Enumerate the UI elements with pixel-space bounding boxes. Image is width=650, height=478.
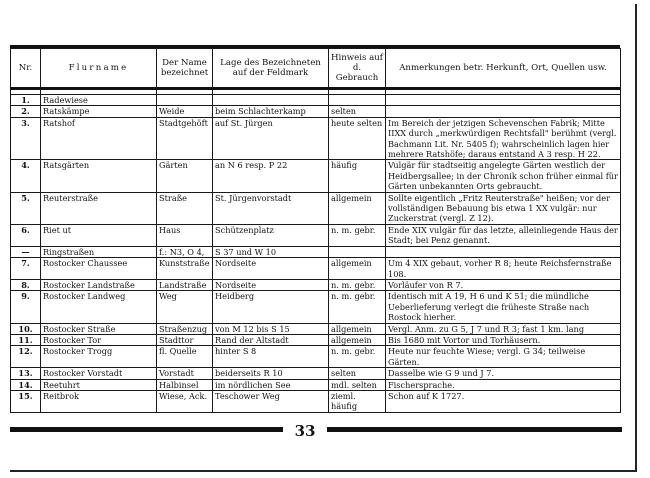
table-row bbox=[11, 390, 621, 412]
row-flurname: Radewiese bbox=[41, 95, 157, 106]
row-anmerkungen: Ende XIX vulgär für das letzte, alleinliegende Haus der Stadt; bei Penz genannt. bbox=[386, 224, 621, 246]
header-bezeichnung: Der Name bezeichnet bbox=[157, 49, 213, 89]
row-anmerkungen: Fischersprache. bbox=[386, 379, 621, 390]
row-anmerkungen bbox=[386, 106, 621, 117]
row-number: 4. bbox=[11, 160, 41, 192]
row-flurname: Ratsgärten bbox=[41, 160, 157, 192]
row-flurname: Rostocker Landweg bbox=[41, 291, 157, 323]
row-flurname: Rostocker Chaussee bbox=[41, 258, 157, 280]
row-anmerkungen: Schon auf K 1727. bbox=[386, 390, 621, 412]
field-names-table bbox=[10, 48, 621, 413]
header-anmerkungen: Anmerkungen betr. Herkunft, Ort, Quellen usw. bbox=[386, 49, 621, 89]
row-lage: St. Jürgenvorstadt bbox=[213, 192, 329, 224]
row-hinweis: selten bbox=[329, 368, 386, 379]
row-lage: im nördlichen See bbox=[213, 379, 329, 390]
table-header-row bbox=[11, 49, 621, 89]
row-number: 7. bbox=[11, 258, 41, 280]
row-flurname: Ratshof bbox=[41, 117, 157, 160]
row-flurname: Reitbrok bbox=[41, 390, 157, 412]
table-row bbox=[11, 279, 621, 290]
header-lage: Lage des Bezeichneten auf der Feldmark bbox=[213, 49, 329, 89]
row-number: 8. bbox=[11, 279, 41, 290]
row-bezeichnet: f.: N3, O 4, bbox=[157, 246, 213, 257]
row-flurname: Rostocker Landstraße bbox=[41, 279, 157, 290]
row-hinweis: allgemein bbox=[329, 334, 386, 345]
row-anmerkungen: Dasselbe wie G 9 und J 7. bbox=[386, 368, 621, 379]
page-number: 33 bbox=[283, 422, 327, 440]
row-bezeichnet bbox=[157, 95, 213, 106]
row-hinweis: heute selten bbox=[329, 117, 386, 160]
row-flurname: Rostocker Vorstadt bbox=[41, 368, 157, 379]
row-lage: Schützenplatz bbox=[213, 224, 329, 246]
row-hinweis bbox=[329, 95, 386, 106]
row-lage: S 37 und W 10 bbox=[213, 246, 329, 257]
row-number: 11. bbox=[11, 334, 41, 345]
row-bezeichnet: Kunststraße bbox=[157, 258, 213, 280]
row-flurname: Rostocker Trogg bbox=[41, 346, 157, 368]
header-nr: Nr. bbox=[11, 49, 41, 89]
table-row bbox=[11, 258, 621, 280]
row-flurname: Reuterstraße bbox=[41, 192, 157, 224]
row-number: 3. bbox=[11, 117, 41, 160]
row-anmerkungen bbox=[386, 246, 621, 257]
table-row bbox=[11, 224, 621, 246]
table-body bbox=[11, 89, 621, 413]
row-anmerkungen: Im Bereich der jetzigen Schevenschen Fabrik; Mitte IIXX durch „merkwürdigen Rechtsfall" berühmt (vergl. Bachmann Lit. Nr. 5405 f); wahrscheinlich lagen hier mehrere Ratshöfe; daraus entstand A 3 resp. H 22. bbox=[386, 117, 621, 160]
row-bezeichnet: Straßenzug bbox=[157, 323, 213, 334]
row-number: 12. bbox=[11, 346, 41, 368]
row-hinweis: allgemein bbox=[329, 192, 386, 224]
row-flurname: Rostocker Tor bbox=[41, 334, 157, 345]
row-bezeichnet: Weide bbox=[157, 106, 213, 117]
row-number: 1. bbox=[11, 95, 41, 106]
row-anmerkungen: Vergl. Anm. zu G 5, J 7 und R 3; fast 1 km. lang bbox=[386, 323, 621, 334]
page-edge-bottom bbox=[10, 470, 636, 472]
row-lage: an N 6 resp. P 22 bbox=[213, 160, 329, 192]
row-flurname: Ringstraßen bbox=[41, 246, 157, 257]
table-row bbox=[11, 346, 621, 368]
row-number: 14. bbox=[11, 379, 41, 390]
table-row bbox=[11, 106, 621, 117]
row-bezeichnet: Straße bbox=[157, 192, 213, 224]
row-bezeichnet: Stadttor bbox=[157, 334, 213, 345]
row-number: 10. bbox=[11, 323, 41, 334]
table-row bbox=[11, 291, 621, 323]
row-bezeichnet: Stadtgehöft bbox=[157, 117, 213, 160]
row-bezeichnet: Weg bbox=[157, 291, 213, 323]
header-flurname: Flurname bbox=[41, 49, 157, 89]
row-flurname: Reetuhrt bbox=[41, 379, 157, 390]
row-bezeichnet: Wiese, Ack. bbox=[157, 390, 213, 412]
row-lage: auf St. Jürgen bbox=[213, 117, 329, 160]
row-bezeichnet: Landstraße bbox=[157, 279, 213, 290]
row-lage: Heidberg bbox=[213, 291, 329, 323]
row-lage: Teschower Weg bbox=[213, 390, 329, 412]
row-anmerkungen bbox=[386, 95, 621, 106]
row-lage: beim Schlachterkamp bbox=[213, 106, 329, 117]
page-edge-right bbox=[635, 4, 637, 472]
row-flurname: Riet ut bbox=[41, 224, 157, 246]
row-lage: Nordseite bbox=[213, 279, 329, 290]
row-hinweis: zieml. häufig bbox=[329, 390, 386, 412]
table-row bbox=[11, 334, 621, 345]
row-flurname: Rostocker Straße bbox=[41, 323, 157, 334]
row-anmerkungen: Heute nur feuchte Wiese; vergl. G 34; teilweise Gärten. bbox=[386, 346, 621, 368]
row-anmerkungen: Identisch mit A 19, H 6 und K 51; die mündliche Ueberlieferung verlegt die früheste Straße nach Rostock hierher. bbox=[386, 291, 621, 323]
row-bezeichnet: Halbinsel bbox=[157, 379, 213, 390]
row-lage: Nordseite bbox=[213, 258, 329, 280]
header-hinweis: Hinweis auf d. Gebrauch bbox=[329, 49, 386, 89]
row-number: 15. bbox=[11, 390, 41, 412]
row-flurname: Ratskämpe bbox=[41, 106, 157, 117]
row-number: 5. bbox=[11, 192, 41, 224]
row-anmerkungen: Bis 1680 mit Vortor und Torhäusern. bbox=[386, 334, 621, 345]
row-anmerkungen: Um 4 XIX gebaut, vorher R 8; heute Reichsfernstraße 108. bbox=[386, 258, 621, 280]
row-anmerkungen: Vorläufer von R 7. bbox=[386, 279, 621, 290]
table-row bbox=[11, 323, 621, 334]
row-anmerkungen: Vulgär für stadtseitig angelegte Gärten westlich der Heidbergsallee; in der Chronik schon früher einmal für Gärten unbekannten Orts gebraucht. bbox=[386, 160, 621, 192]
row-anmerkungen: Sollte eigentlich „Fritz Reuterstraße" heißen; vor der vollständigen Bebauung bis etwa 1 XX vulgär: nur Zuckerstrat (vergl. Z 12). bbox=[386, 192, 621, 224]
row-lage: beiderseits R 10 bbox=[213, 368, 329, 379]
row-hinweis: allgemein bbox=[329, 323, 386, 334]
row-number: — bbox=[11, 246, 41, 257]
row-hinweis: n. m. gebr. bbox=[329, 291, 386, 323]
row-lage: Rand der Altstadt bbox=[213, 334, 329, 345]
table-row bbox=[11, 95, 621, 106]
table-row bbox=[11, 379, 621, 390]
row-lage: hinter S 8 bbox=[213, 346, 329, 368]
row-hinweis: n. m. gebr. bbox=[329, 279, 386, 290]
row-hinweis bbox=[329, 246, 386, 257]
row-lage bbox=[213, 95, 329, 106]
row-hinweis: selten bbox=[329, 106, 386, 117]
row-number: 2. bbox=[11, 106, 41, 117]
table-row bbox=[11, 368, 621, 379]
row-hinweis: n. m. gebr. bbox=[329, 346, 386, 368]
row-bezeichnet: Haus bbox=[157, 224, 213, 246]
row-bezeichnet: Vorstadt bbox=[157, 368, 213, 379]
table-row bbox=[11, 117, 621, 160]
row-number: 13. bbox=[11, 368, 41, 379]
table-row bbox=[11, 160, 621, 192]
row-bezeichnet: Gärten bbox=[157, 160, 213, 192]
row-lage: von M 12 bis S 15 bbox=[213, 323, 329, 334]
row-number: 6. bbox=[11, 224, 41, 246]
row-hinweis: n. m. gebr. bbox=[329, 224, 386, 246]
row-hinweis: mdl. selten bbox=[329, 379, 386, 390]
row-number: 9. bbox=[11, 291, 41, 323]
row-hinweis: allgemein bbox=[329, 258, 386, 280]
table-row bbox=[11, 246, 621, 257]
row-hinweis: häufig bbox=[329, 160, 386, 192]
row-bezeichnet: fl. Quelle bbox=[157, 346, 213, 368]
table-row bbox=[11, 192, 621, 224]
